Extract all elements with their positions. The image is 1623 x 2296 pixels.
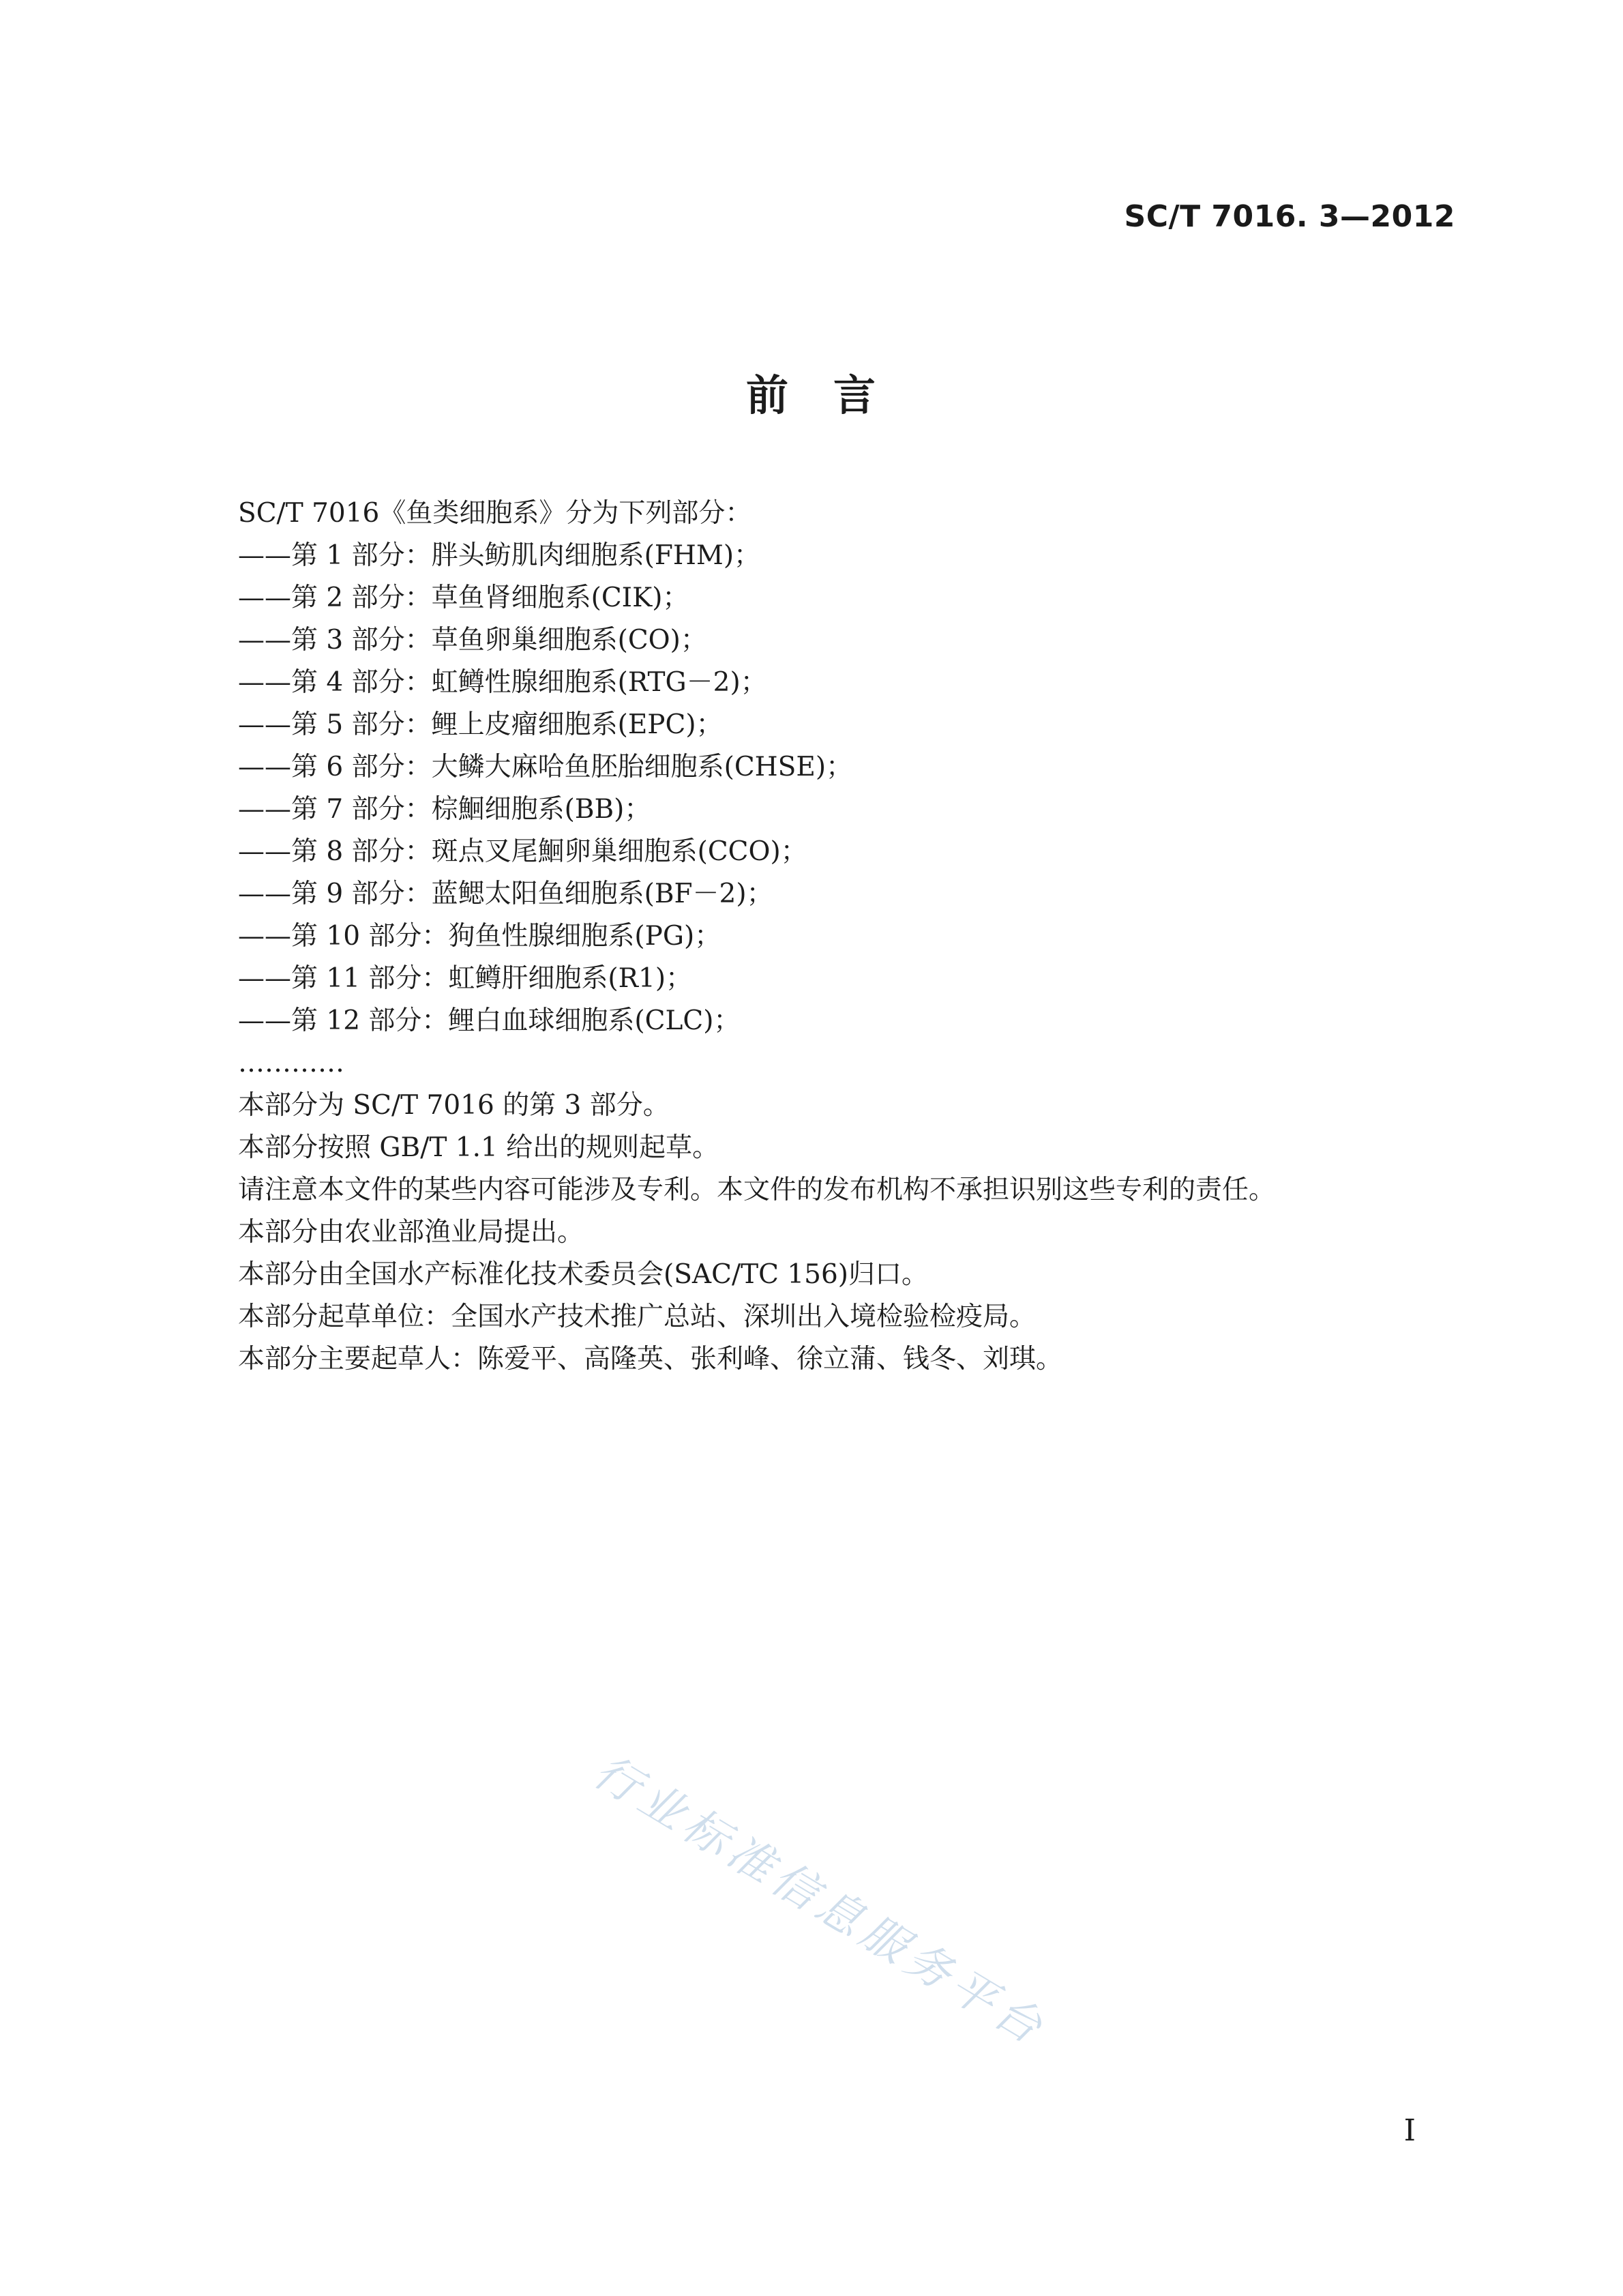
part-item: ——第 9 部分：蓝鳃太阳鱼细胞系(BF－2)； xyxy=(238,879,773,909)
statement: 本部分主要起草人：陈爱平、高隆英、张利峰、徐立蒲、钱冬、刘琪。 xyxy=(238,1344,1063,1374)
page-number: I xyxy=(1403,2113,1416,2148)
watermark: 行业标准信息服务平台 xyxy=(584,1744,1056,2057)
intro-line: SC/T 7016《鱼类细胞系》分为下列部分： xyxy=(238,498,752,529)
statement: 本部分按照 GB/T 1.1 给出的规则起草。 xyxy=(238,1132,719,1163)
statement: 本部分由全国水产标准化技术委员会(SAC/TC 156)归口。 xyxy=(238,1259,928,1290)
statement: 本部分由农业部渔业局提出。 xyxy=(238,1217,584,1248)
part-item: ——第 4 部分：虹鳟性腺细胞系(RTG－2)； xyxy=(238,667,767,698)
ellipsis: ………… xyxy=(238,1048,344,1078)
part-item: ——第 3 部分：草鱼卵巢细胞系(CO)； xyxy=(238,625,707,656)
part-item: ——第 10 部分：狗鱼性腺细胞系(PG)； xyxy=(238,921,721,952)
statement: 本部分为 SC/T 7016 的第 3 部分。 xyxy=(238,1090,670,1121)
part-item: ——第 8 部分：斑点叉尾鮰卵巢细胞系(CCO)； xyxy=(238,836,807,867)
part-item: ——第 5 部分：鲤上皮瘤细胞系(EPC)； xyxy=(238,709,723,740)
part-item: ——第 2 部分：草鱼肾细胞系(CIK)； xyxy=(238,583,689,613)
statement: 请注意本文件的某些内容可能涉及专利。本文件的发布机构不承担识别这些专利的责任。 xyxy=(238,1175,1276,1205)
part-item: ——第 11 部分：虹鳟肝细胞系(R1)； xyxy=(238,963,693,994)
part-item: ——第 1 部分：胖头鲂肌肉细胞系(FHM)； xyxy=(238,540,761,571)
part-item: ——第 6 部分：大鳞大麻哈鱼胚胎细胞系(CHSE)； xyxy=(238,752,853,782)
part-item: ——第 12 部分：鲤白血球细胞系(CLC)； xyxy=(238,1005,741,1036)
page-title: 前 言 xyxy=(745,370,877,420)
standard-code: SC/T 7016. 3—2012 xyxy=(1124,199,1455,234)
foreword-body xyxy=(238,492,1452,1381)
statement: 本部分起草单位：全国水产技术推广总站、深圳出入境检验检疫局。 xyxy=(238,1301,1037,1332)
part-item: ——第 7 部分：棕鮰细胞系(BB)； xyxy=(238,794,651,825)
